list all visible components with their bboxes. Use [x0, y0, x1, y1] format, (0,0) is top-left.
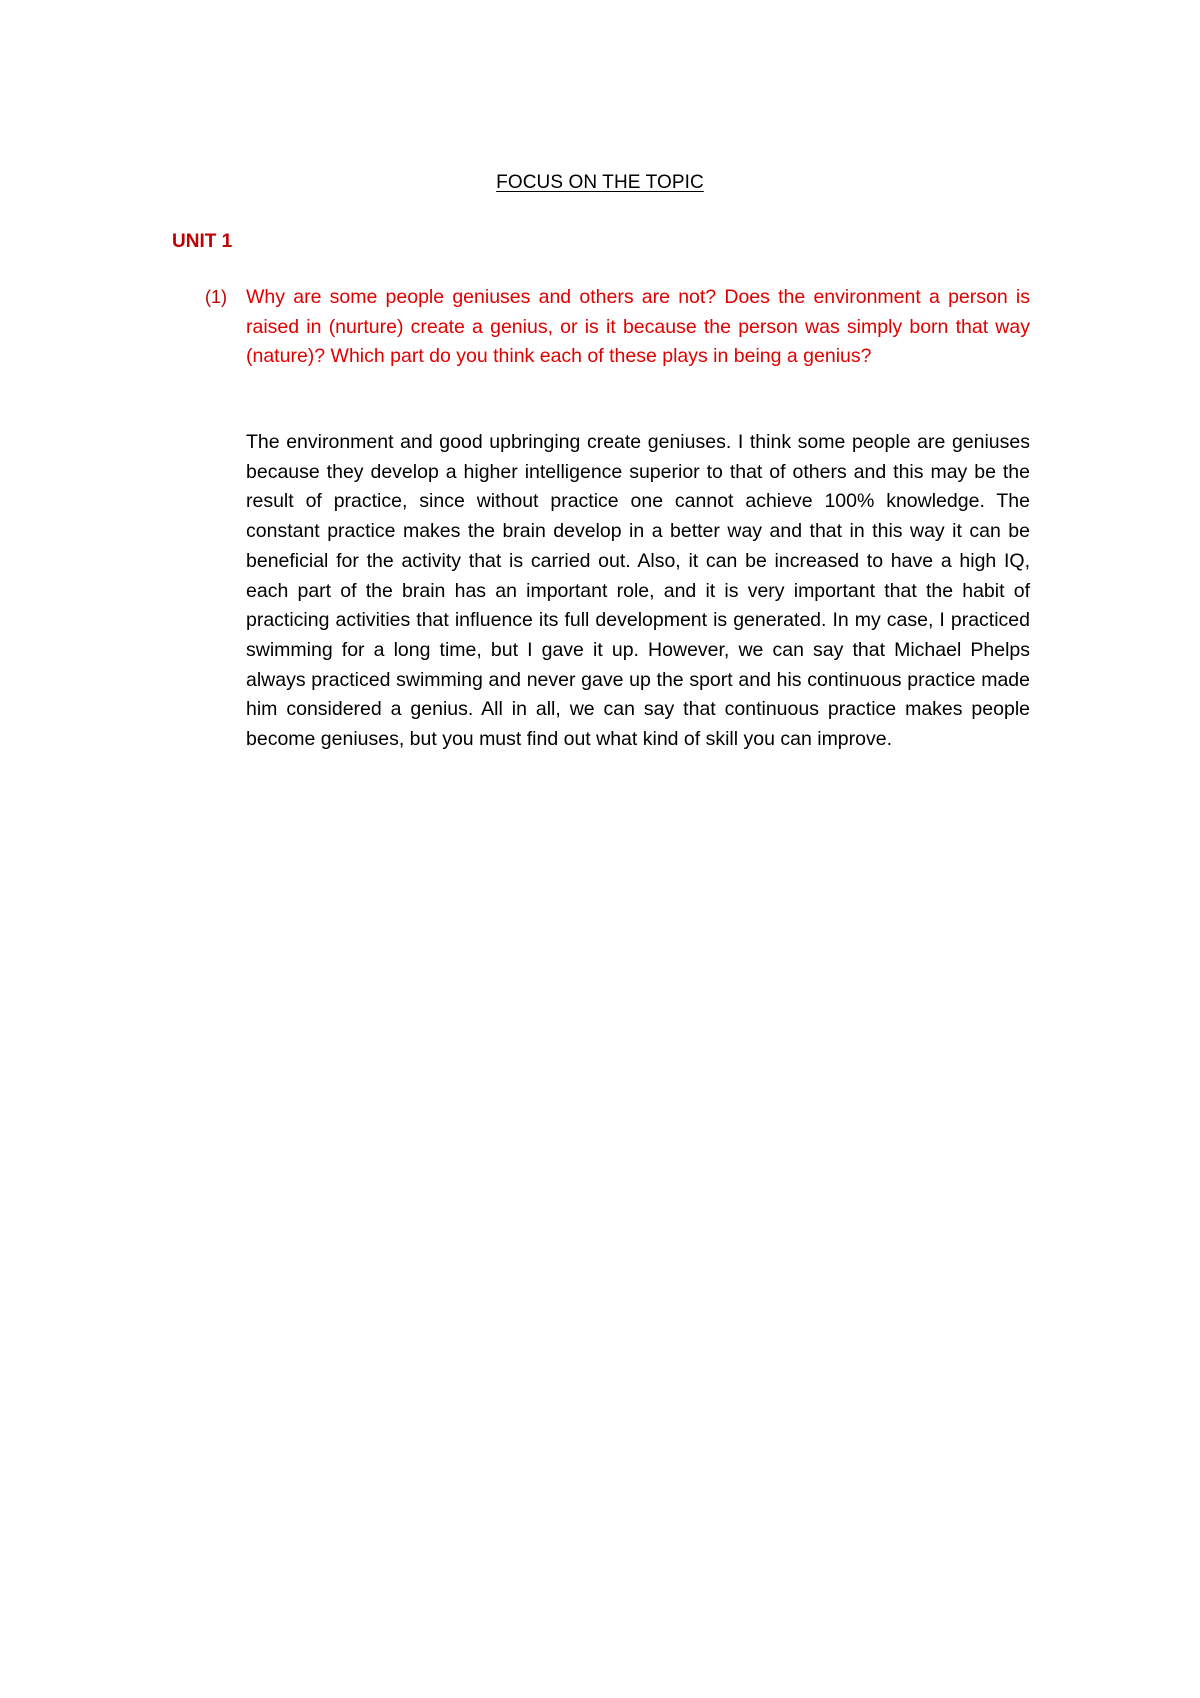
- answer-paragraph: The environment and good upbringing create geniuses. I think some people are geniuses because they develop a higher intelligence superior to that of others and this may be the result of practice, since without practice one cannot achieve 100% knowledge. The constant practice makes the brain develop in a better way and that in this way it can be beneficial for the activity that is carried out. Also, it can be increased to have a high IQ, each part of the brain has an important role, and it is very important that the habit of practicing activities that influence its full development is generated. In my case, I practiced swimming for a long time, but I gave it up. However, we can say that Michael Phelps always practiced swimming and never gave up the sport and his continuous practice made him considered a genius. All in all, we can say that continuous practice makes people become geniuses, but you must find out what kind of skill you can improve.: [246, 431, 1030, 751]
- unit-heading: UNIT 1: [172, 231, 233, 252]
- question-text: Why are some people geniuses and others are not? Does the environment a person is raised in (nurture) create a genius, or is it because the person was simply born that way (nature)? Which part do you think each of these plays in being a genius?: [246, 286, 1030, 368]
- question-number: (1): [205, 287, 227, 307]
- document-title: FOCUS ON THE TOPIC: [496, 172, 704, 193]
